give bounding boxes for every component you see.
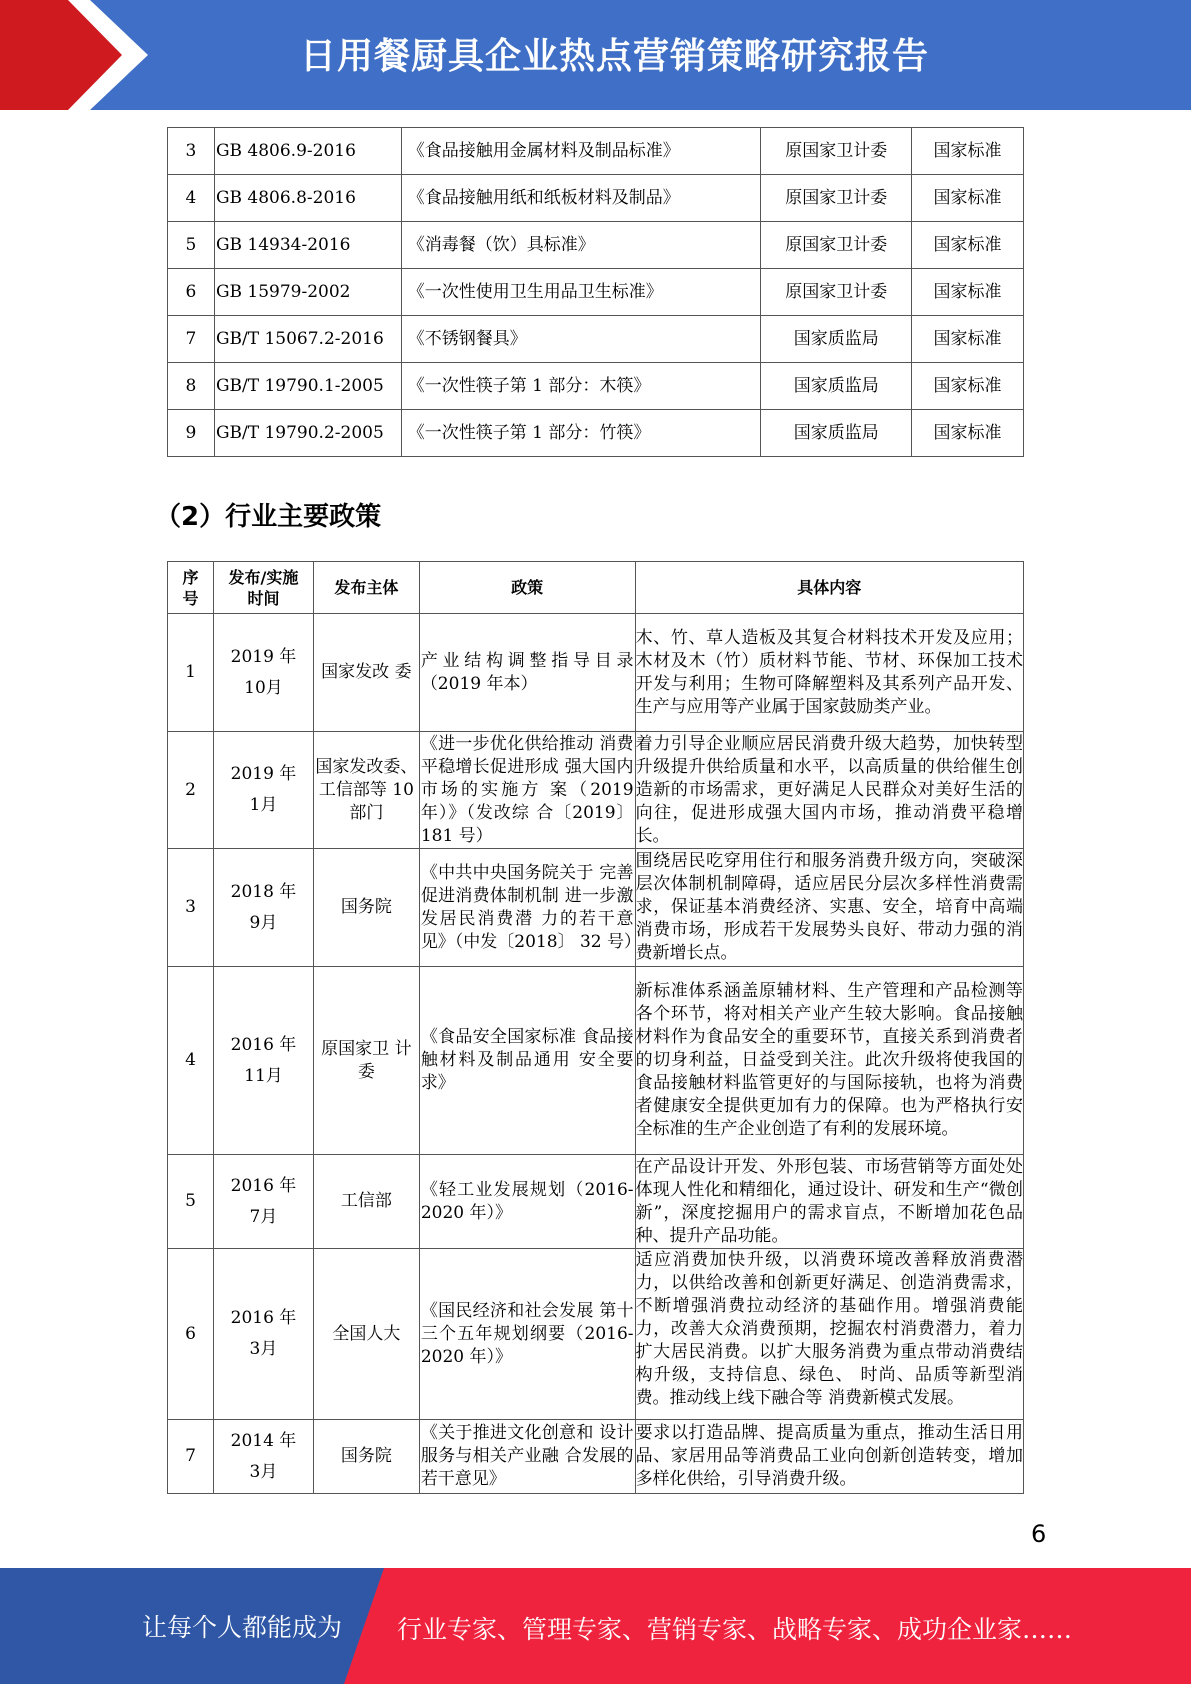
standard-type: 国家标准 — [912, 316, 1024, 363]
policy-issuer: 国家发改 委 — [313, 614, 419, 732]
policy-name: 《中共中央国务院关于 完善促进消费体制机制 进一步激发居民消费潜 力的若干意见》（中发〔2018〕 32 号） — [419, 849, 635, 967]
policy-table — [167, 561, 1024, 1494]
row-number: 3 — [168, 128, 215, 175]
standard-code: GB 14934-2016 — [214, 222, 401, 269]
page-number: 6 — [1031, 1520, 1047, 1548]
table-row — [168, 1249, 1024, 1420]
standard-code: GB 4806.8-2016 — [214, 175, 401, 222]
footer-slogan-right: 行业专家、管理专家、营销专家、战略专家、成功企业家…… — [397, 1615, 1073, 1644]
policy-issuer: 工信部 — [313, 1155, 419, 1249]
policy-content: 新标准体系涵盖原辅材料、生产管理和产品检测等各个环节，将对相关产业产生较大影响。食品接触材料作为食品安全的重要环节，直接关系到消费者的切身利益，日益受到关注。此次升级将使我国的食品接触材料监管更好的与国际接轨，也将为消费者健康安全提供更加有力的保障。也为严格执行安全标准的生产企业创造了有利的发展环境。 — [635, 967, 1023, 1155]
standard-name: 《一次性筷子第 1 部分：木筷》 — [401, 363, 761, 410]
policy-content: 要求以打造品牌、提高质量为重点，推动生活日用品、家居用品等消费品工业向创新创造转变，增加多样化供给，引导消费升级。 — [635, 1420, 1023, 1494]
standard-name: 《食品接触用纸和纸板材料及制品》 — [401, 175, 761, 222]
header-issuer: 发布主体 — [313, 562, 419, 614]
standard-type: 国家标准 — [912, 128, 1024, 175]
footer-slogan-left: 让每个人都能成为 — [142, 1613, 343, 1642]
standard-code: GB/T 19790.1-2005 — [214, 363, 401, 410]
standard-type: 国家标准 — [912, 175, 1024, 222]
policy-content: 在产品设计开发、外形包装、市场营销等方面处处体现人性化和精细化，通过设计、研发和生产“微创新”，深度挖掘用户的需求盲点，不断增加花色品种、提升产品功能。 — [635, 1155, 1023, 1249]
page-footer — [0, 1568, 1191, 1684]
policy-name: 《国民经济和社会发展 第十三个五年规划纲要（2016-2020 年）》 — [419, 1249, 635, 1420]
row-number: 3 — [168, 849, 214, 967]
policy-content — [635, 1249, 1023, 1420]
standard-type: 国家标准 — [912, 222, 1024, 269]
policy-content-text: 适应消费加快升级，以消费环境改善释放消费潜力，以供给改善和创新更好满足、创造消费需求，不断增强消费拉动经济的基础作用。增强消费能力，改善大众消费预期，挖掘农村消费潜力，着力扩大居民消费。以扩大服务消费为重点带动消费结构升级，支持信息、绿色、 时尚、品质等新型消费。推动线上线下融合等 消费新模式发展。 — [635, 1250, 1023, 1408]
policy-name: 《关于推进文化创意和 设计服务与相关产业融 合发展的若干意见》 — [419, 1420, 635, 1494]
standard-issuer: 原国家卫计委 — [761, 269, 912, 316]
standard-issuer: 原国家卫计委 — [761, 128, 912, 175]
row-number: 7 — [168, 316, 215, 363]
row-number: 6 — [168, 269, 215, 316]
policy-issuer: 原国家卫 计委 — [313, 967, 419, 1155]
policy-date: 2016 年 7月 — [213, 1155, 313, 1249]
table-row — [168, 614, 1024, 732]
standard-issuer: 国家质监局 — [761, 316, 912, 363]
policy-name: 产业结构调整指导目录（2019 年本） — [419, 614, 635, 732]
standard-issuer: 国家质监局 — [761, 363, 912, 410]
policy-content: 木、竹、草人造板及其复合材料技术开发及应用；木材及木（竹）质材料节能、节材、环保加工技术开发与利用；生物可降解塑料及其系列产品开发、生产与应用等产业属于国家鼓励类产业。 — [635, 614, 1023, 732]
policy-date: 2016 年 11月 — [213, 967, 313, 1155]
table-row — [168, 1420, 1024, 1494]
standard-issuer: 国家质监局 — [761, 410, 912, 457]
table-row — [168, 269, 1024, 316]
table-row — [168, 967, 1024, 1155]
row-number: 4 — [168, 175, 215, 222]
row-number: 8 — [168, 363, 215, 410]
row-number: 7 — [168, 1420, 214, 1494]
policy-issuer: 国务院 — [313, 1420, 419, 1494]
row-number: 5 — [168, 222, 215, 269]
policy-date: 2019 年 1月 — [213, 732, 313, 849]
table-row — [168, 222, 1024, 269]
policy-date: 2014 年 3月 — [213, 1420, 313, 1494]
standard-code: GB 15979-2002 — [214, 269, 401, 316]
standard-code: GB/T 15067.2-2016 — [214, 316, 401, 363]
policy-content: 着力引导企业顺应居民消费升级大趋势，加快转型升级提升供给质量和水平，以高质量的供给催生创造新的市场需求，更好满足人民群众对美好生活的向往，促进形成强大国内市场，推动消费平稳增长。 — [635, 732, 1023, 849]
table-row — [168, 849, 1024, 967]
standard-name: 《一次性筷子第 1 部分：竹筷》 — [401, 410, 761, 457]
standard-issuer: 原国家卫计委 — [761, 175, 912, 222]
section-title: （2）行业主要政策 — [155, 502, 382, 532]
row-number: 4 — [168, 967, 214, 1155]
table-row — [168, 1155, 1024, 1249]
header-no: 序号 — [168, 562, 214, 614]
header-date: 发布/实施时间 — [213, 562, 313, 614]
policy-name: 《进一步优化供给推动 消费平稳增长促进形成 强大国内市场的实施方 案（2019 年）》（发改综 合〔2019〕 181 号） — [419, 732, 635, 849]
header-content: 具体内容 — [635, 562, 1023, 614]
table-row — [168, 363, 1024, 410]
standard-code: GB 4806.9-2016 — [214, 128, 401, 175]
table-row — [168, 732, 1024, 849]
standard-name: 《一次性使用卫生用品卫生标准》 — [401, 269, 761, 316]
standard-name: 《消毒餐（饮）具标准》 — [401, 222, 761, 269]
table-row — [168, 316, 1024, 363]
row-number: 1 — [168, 614, 214, 732]
row-number: 9 — [168, 410, 215, 457]
policy-name: 《食品安全国家标准 食品接触材料及制品通用 安全要求》 — [419, 967, 635, 1155]
standard-type: 国家标准 — [912, 363, 1024, 410]
report-title: 日用餐厨具企业热点营销策略研究报告 — [300, 36, 930, 77]
table-row — [168, 128, 1024, 175]
policy-name: 《轻工业发展规划（2016-2020 年）》 — [419, 1155, 635, 1249]
table-row — [168, 410, 1024, 457]
page-header — [0, 0, 1191, 110]
table-row — [168, 175, 1024, 222]
header-policy: 政策 — [419, 562, 635, 614]
standard-name: 《不锈钢餐具》 — [401, 316, 761, 363]
policy-content: 围绕居民吃穿用住行和服务消费升级方向，突破深层次体制机制障碍，适应居民分层次多样性消费需求，保证基本消费经济、实惠、安全，培育中高端消费市场，形成若干发展势头良好、带动力强的消费新增长点。 — [635, 849, 1023, 967]
standards-table — [167, 127, 1024, 457]
policy-issuer: 全国人大 — [313, 1249, 419, 1420]
standard-issuer: 原国家卫计委 — [761, 222, 912, 269]
standard-name: 《食品接触用金属材料及制品标准》 — [401, 128, 761, 175]
standard-type: 国家标准 — [912, 410, 1024, 457]
row-number: 5 — [168, 1155, 214, 1249]
policy-date: 2016 年 3月 — [213, 1249, 313, 1420]
row-number: 6 — [168, 1249, 214, 1420]
standard-code: GB/T 19790.2-2005 — [214, 410, 401, 457]
policy-issuer: 国家发改委、工信部等 10 部门 — [313, 732, 419, 849]
standard-type: 国家标准 — [912, 269, 1024, 316]
policy-issuer: 国务院 — [313, 849, 419, 967]
policy-date: 2018 年 9月 — [213, 849, 313, 967]
row-number: 2 — [168, 732, 214, 849]
policy-date: 2019 年 10月 — [213, 614, 313, 732]
